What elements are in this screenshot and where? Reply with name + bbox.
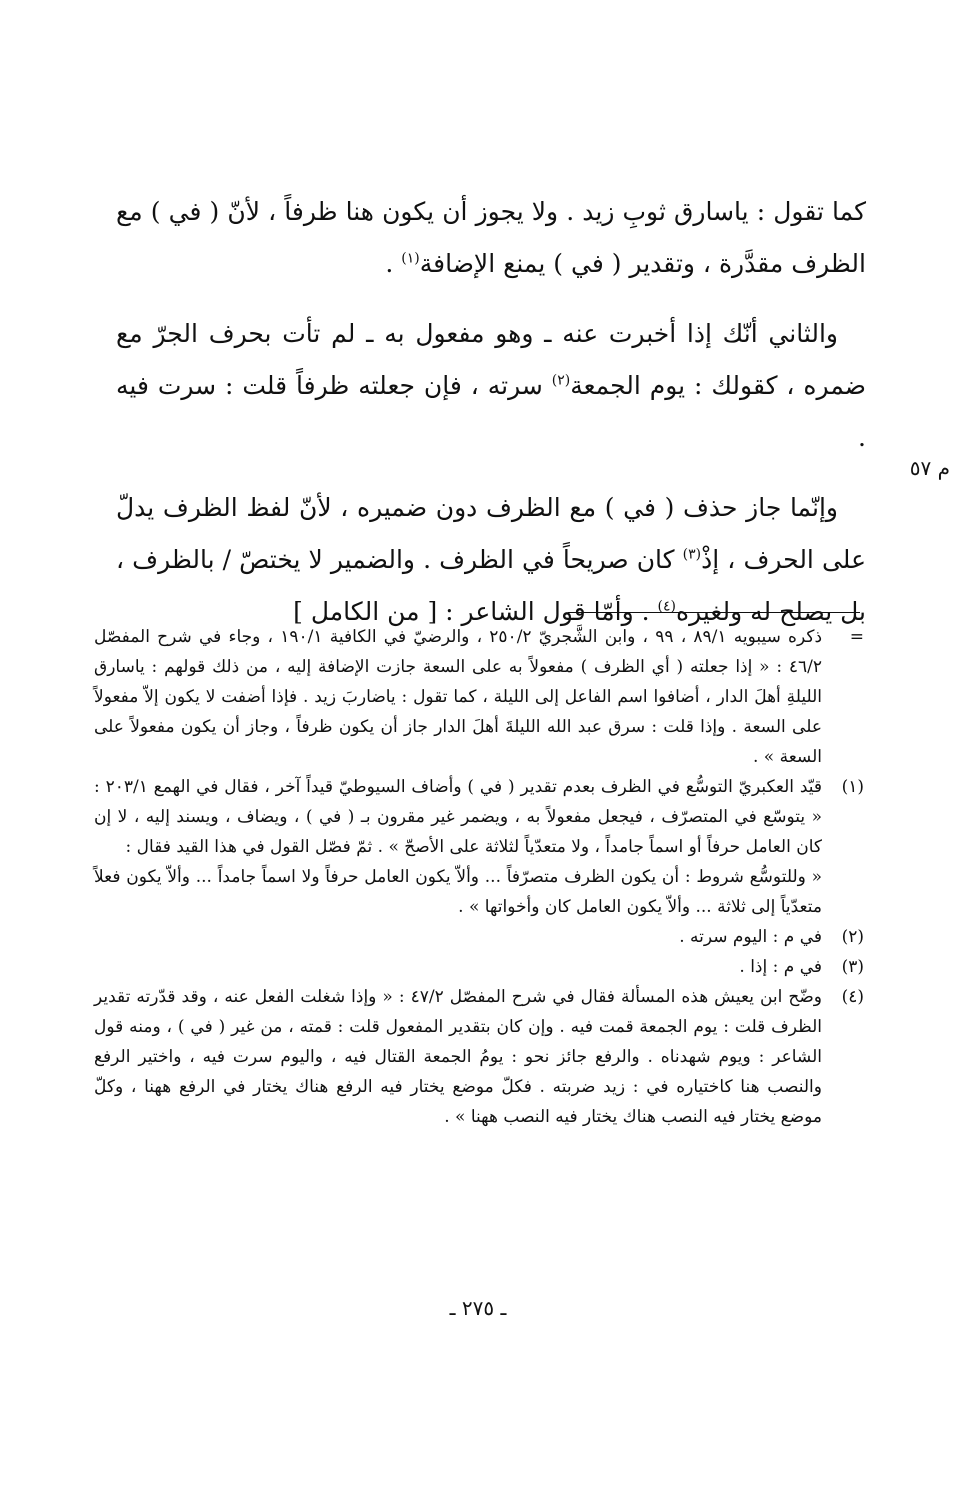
- manuscript-margin-note: م ٥٧: [909, 456, 950, 480]
- footnote-ref-3: (٣): [682, 546, 702, 563]
- footnote-ref-1: (١): [401, 250, 420, 267]
- footnote-marker: (٢): [841, 927, 864, 947]
- footnote-divider: [568, 612, 860, 613]
- footnote-1: [94, 772, 864, 862]
- paragraph-2-text: والثاني أنّك إذا أخبرت عنه ـ وهو مفعول به ـ لم تأت بحرف الجرّ مع ضمره ، كقولك : يوم الجمعة: [116, 319, 866, 400]
- footnote-marker: (٣): [841, 957, 864, 977]
- footnote-marker: (٤): [841, 987, 864, 1007]
- footnote-marker: (١): [841, 777, 864, 797]
- paragraph-2-tail: سرته ، فإن جعلته ظرفاً قلت : سرت فيه .: [116, 371, 866, 452]
- paragraph-3: [116, 482, 866, 638]
- footnote-text: ذكره سيبويه ٨٩/١ ، ٩٩ ، وابن الشَّجريّ ٢٥٠/٢ ، والرضيّ في الكافية ١٩٠/١ ، وجاء في شرح المفصّل ٤٦/٢ : « إذا جعلته ( أي الظرف ) مفعولاً به على السعة جازت الإضافة إليه ، من ذلك قولهم : ياسارق الليلةِ أهلَ الدار ، أضافوا اسم الفاعل إلى الليلة ، كما تقول : ياضاربَ زيد . فإذا أضفت لا يكون إلاّ مفعولاً على السعة . وإذا قلت : سرق عبد الله الليلةَ أهلَ الدار جاز أن يكون ظرفاً ، وجاز أن يكون مفعولاً على السعة » .: [94, 627, 823, 767]
- footnote-marker: =: [849, 627, 864, 647]
- footnote-ref-4: (٤): [657, 598, 676, 615]
- main-text: [116, 186, 866, 656]
- paragraph-1: [116, 186, 866, 290]
- footnote-text: في م : اليوم سرته .: [679, 927, 822, 947]
- paragraph-2: [116, 308, 866, 464]
- footnote-4: [94, 982, 864, 1132]
- footnote-3: [94, 952, 864, 982]
- footnote-text: وضّح ابن يعيش هذه المسألة فقال في شرح المفصّل ٤٧/٢ : « وإذا شغلت الفعل عنه ، وقد قدّرته تقدير الظرف قلت : يوم الجمعة قمت فيه . وإن كان بتقدير المفعول قلت : قمته ، من غير ( في ) ، ومنه قول الشاعر : ويوم شهدناه . والرفع جائز نحو : يومُ الجمعة القتال فيه ، واليوم سرت فيه ، واختير الرفع والنصب هنا كاختياره في : زيد ضربته . فكلّ موضع يختار فيه الرفع هناك يختار في الرفع ههنا ، وكلّ موضع يختار فيه النصب هناك يختار فيه النصب ههنا » .: [94, 987, 822, 1127]
- paragraph-1-tail: .: [385, 249, 402, 278]
- footnote-text: « وللتوسُّع شروط : أن يكون الظرف متصرّفاً ... وألاّ يكون العامل حرفاً ولا اسماً جامداً ... وألاّ يكون فعلاً متعدّياً إلى ثلاثة ... وألاّ يكون العامل كان وأخواتها » .: [94, 867, 822, 917]
- footnote-ref-2: (٢): [551, 372, 571, 389]
- footnote-1-quote: [94, 862, 864, 922]
- paragraph-1-text: كما تقول : ياسارق ثوبِ زيد . ولا يجوز أن يكون هنا ظرفاً ، لأنّ ( في ) مع الظرف مقدَّرة ، وتقدير ( في ) يمنع الإضافة: [116, 197, 866, 278]
- page-number: ـ ٢٧٥ ـ: [449, 1296, 507, 1320]
- paragraph-3-text: وإنّما جاز حذف ( في ) مع الظرف دون ضميره ، لأنّ لفظ الظرف يدلّ على الحرف ، إذْ: [116, 493, 867, 574]
- footnote-text: قيّد العكبريّ التوسُّع في الظرف بعدم تقدير ( في ) وأضاف السيوطيّ قيداً آخر ، فقال في الهمع ٢٠٣/١ : « يتوسّع في المتصرّف ، فيجعل مفعولاً به ، ويضمر غير مقرون بـ ( في ) ، ويضاف ، ويسند إليه ، لا إن كان العامل حرفاً أو اسماً جامداً ، ولا متعدّياً لثلاثة على الأصحّ » . ثمّ فصّل القول في هذا القيد فقال :: [94, 777, 822, 857]
- footnote-text: في م : إذا .: [739, 957, 822, 977]
- footnote-continued: [94, 622, 864, 772]
- paragraph-3-tail: . وأمّا قول الشاعر : [ من الكامل ]: [293, 597, 658, 626]
- paragraph-3-mid: كان صريحاً في الظرف . والضمير لا يختصّ / بالظرف ، بل يصلح له ولغيره: [116, 545, 866, 626]
- footnotes: [94, 622, 864, 1132]
- footnote-2: [94, 922, 864, 952]
